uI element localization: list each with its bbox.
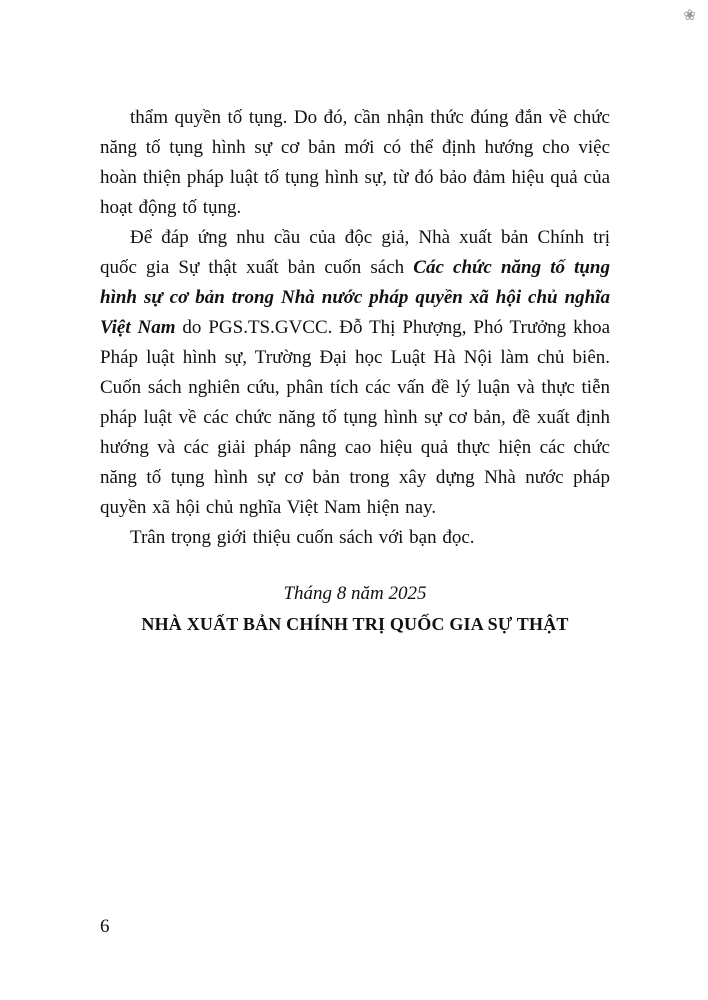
book-title: Các chức năng tố tụng hình sự cơ bản trong Nhà nước pháp quyền xã hội chủ nghĩa Việt Nam xyxy=(100,257,610,338)
date-line: Tháng 8 năm 2025 xyxy=(283,583,427,604)
paragraph-jurisdiction: thẩm quyền tố tụng. Do đó, cần nhận thức đúng đắn về chức năng tố tụng hình sự cơ bản mới có thể định hướng cho việc hoàn thiện pháp luật tố tụng hình sự, từ đó bảo đảm hiệu quả của hoạt động tố tụng. xyxy=(100,107,610,218)
paragraph-closing: Trân trọng giới thiệu cuốn sách với bạn đọc. xyxy=(130,527,475,548)
flower-ornament-icon: ❀ xyxy=(683,6,696,24)
paragraph-introduction xyxy=(100,223,610,523)
page-body xyxy=(100,103,610,639)
paragraph-text-before-title: Để đáp ứng nhu cầu của độc giả, Nhà xuất bản Chính trị quốc gia Sự thật xuất bản cuốn sách xyxy=(100,227,610,278)
paragraph-text-after-title: do PGS.TS.GVCC. Đỗ Thị Phượng, Phó Trưởng khoa Pháp luật hình sự, Trường Đại học Luật Hà Nội làm chủ biên. Cuốn sách nghiên cứu, phân tích các vấn đề lý luận và thực tiễn pháp luật về các chức năng tố tụng hình sự cơ bản, đề xuất định hướng và các giải pháp nâng cao hiệu quả thực hiện các chức năng tố tụng hình sự cơ bản trong xây dựng Nhà nước pháp quyền xã hội chủ nghĩa Việt Nam hiện nay. xyxy=(100,317,610,518)
page-number: 6 xyxy=(100,916,110,937)
publisher-name: NHÀ XUẤT BẢN CHÍNH TRỊ QUỐC GIA SỰ THẬT xyxy=(141,614,569,634)
